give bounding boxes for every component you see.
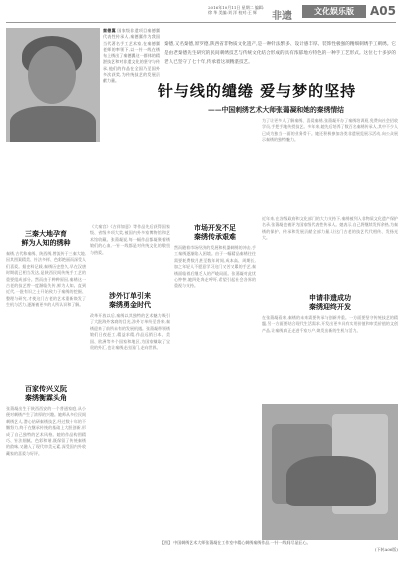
column-2 [90,224,170,554]
section-word: 非遗 [272,11,292,22]
continued-note: (下转A06版) [374,547,398,552]
subheadline: ——中国刺绣艺术大师张蔼凝和她的秦绣情结 [208,106,344,114]
portrait-photo [6,28,100,142]
left-column [6,148,86,553]
masthead [0,0,402,24]
headline: 针与线的缱绻 爱与梦的坚持 [157,82,357,100]
column-4-body-2: 近年来,在各级政府和文化部门的大力支持下,秦绣被列入非物质文化遗产保护名录,张蔼凝也被评为国家级代表性传承人。她表示,自己将继续发挥余热,为秦绣的保护、传承和发展贡献全部力量,让这门古老的技艺代代相传、发扬光大。 [262,216,398,241]
column-4 [262,118,398,402]
photo-caption [103,28,160,85]
section-title-1: 三秦大地孕育 鲜为人知的绣种 [21,230,71,247]
date-line: 2016年10月11日 星期二 编辑:徐 华 美编:刘 洋 校对:王 辉 [208,5,265,15]
section-body-2: 张蔼凝出生于陕西西安的一个普通家庭,从小便对刺绣产生了浓厚的兴趣。她师从多位民间刺绣艺人,潜心钻研秦绣技艺,经过数十年的不懈努力,终于在继承传统的基础上大胆创新,形成了自己独特的艺术风格。她的作品构图精巧、针法细腻、色彩和谐,既保留了传统秦绣的韵味,又融入了现代审美元素,深受国内外收藏家的喜爱与好评。 [6,406,86,456]
section-title: 文化娱乐版 [302,5,366,18]
intro-paragraph: 秦德,又名秦德,原罗德,陕西省非物质文化遗产,是一种针法繁多、设计感丰厚、装饰性极强的精细刺绣手工刺绣。它是由老秦德先生研究的民间刺绣技艺与传统文化结合形成的具有浓郁地方特色的一种手工艺形式。这位七十多岁的老人已坚守了七十年,传承着这项精湛技艺。 [164,42,396,65]
column-3 [174,224,256,554]
masthead-rule [6,22,396,23]
section-title-2: 百家传兴义阮 秦绣衡霖头角 [25,385,67,402]
section-body-4: 然而随着市场经济的发展和机器刺绣的冲击,手工秦绣逐渐陷入困境。由于一幅精品秦绣往往需要耗费数月甚至数年时间,成本高、周期长,加之年轻人不愿意学习这门又苦又累的手艺,秦绣面临着后继乏人的严峻局面。张蔼凝对此忧心忡忡,她四处奔走呼吁,希望引起社会各界的重视与支持。 [174,245,256,289]
column-2-body: 《大秦宫》《吉祥如意》等作品先后获得国家级、省级多项大奖,被国内外多家博物馆和艺术馆收藏。张蔼凝说,每一幅作品都凝聚着绣娘们的心血,一针一线都是对传统文化的敬畏与热爱。 [90,224,170,255]
section-title-4: 市场开发不足 秦绣传承艰难 [194,224,236,241]
column-4-body-1: 为了让更多人了解秦绣、喜爱秦绣,张蔼凝开办了秦绣培训班,免费向社会招收学员,手把手地传授技艺。多年来,她先后培养了数百名秦绣传承人,其中不少人已成为独当一面的业务骨干。她还积极参加各类非遗展览展示活动,向公众展示秦绣的独特魅力。 [262,118,398,143]
section-body-3: 改革开放以后,秦绣以其独特的艺术魅力吸引了大批海外客商的目光,涉外订单纷至沓来,秦绣迎来了前所未有的发展机遇。张蔼凝带领绣娘们日夜赶工,精益求精,作品远销日本、美国、欧洲等多个国家和地区,为国家赚取了宝贵的外汇,也让秦绣走出国门,走向世界。 [90,313,170,351]
section-body-5: 在张蔼凝看来,秦绣的未来需要传承与创新并重。一方面要坚守传统技艺的精髓,另一方面要结合现代生活需求,开发出更多具有实用价值和审美价值的文创产品,让秦绣真正走进千家万户,焕发出新的生机与活力。 [262,315,398,333]
section-title-3: 涉外订单引来 秦绣勇金时代 [109,292,151,309]
bottom-caption: 【图】 中国刺绣艺术大师张蔼凝在工作室中精心刺绣秦绣作品,一针一线间尽显匠心。 [160,540,311,545]
section-title-5: 申请非遗成功 秦绣迎终开发 [309,294,351,311]
page-number: A05 [370,4,396,18]
caption-name: 秦德翼 [103,28,116,33]
section-body-1: 秦绣,古代称秦绣、陕西绣,曾流传于三秦大地,因其图案精美、针法多样、色彩艳丽而深受人们喜爱。据史料记载,秦绣历史悠久,早在汉唐时期就已相当发达,是陕西民间传统手工艺的重要组成部分。然而由于种种原因,秦绣这一古老的技艺曾一度濒临失传,鲜为人知。直到近代,一批有识之士开始致力于秦绣的挖掘、整理与研究,才使这门古老的艺术重新焕发了生机与活力,逐渐被更多的人所认识和了解。 [6,251,86,308]
embroidery-photo [262,404,398,540]
caption-body: 国家级非遗项目秦德翼代表性传承人,秦德翼作为我国当代著名手工艺术家,在秦德翼老师的率领下,以一针一线在绣布上绣出了秦德翼这一群体的精湛技艺和对非遗文化的坚守与传承,他们的作品在全国乃至国外多次获奖,为传统技艺的发展贡献力量。 [103,28,160,84]
